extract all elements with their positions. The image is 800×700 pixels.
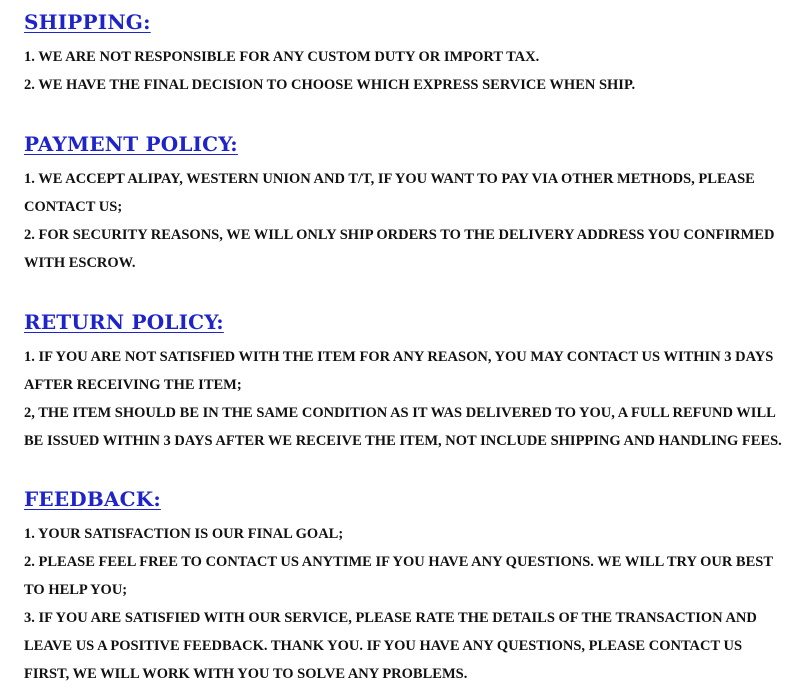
payment-line-4: WITH ESCROW. [24, 255, 136, 271]
feedback-line-4: 3. IF YOU ARE SATISFIED WITH OUR SERVICE, PLEASE RATE THE DETAILS OF THE TRANSACTION AND [24, 610, 757, 626]
payment-policy-section [24, 132, 784, 277]
shipping-line-1: 1. WE ARE NOT RESPONSIBLE FOR ANY CUSTOM DUTY OR IMPORT TAX. [24, 49, 540, 65]
return-line-3: 2, THE ITEM SHOULD BE IN THE SAME CONDITION AS IT WAS DELIVERED TO YOU, A FULL REFUND WILL [24, 405, 776, 421]
payment-line-3: 2. FOR SECURITY REASONS, WE WILL ONLY SHIP ORDERS TO THE DELIVERY ADDRESS YOU CONFIRMED [24, 227, 775, 243]
feedback-line-3: TO HELP YOU; [24, 582, 128, 598]
feedback-line-2: 2. PLEASE FEEL FREE TO CONTACT US ANYTIME IF YOU HAVE ANY QUESTIONS. WE WILL TRY OUR BEST [24, 554, 773, 570]
return-policy-heading: RETURN POLICY: [24, 310, 224, 334]
payment-policy-lines [24, 165, 784, 277]
return-line-1: 1. IF YOU ARE NOT SATISFIED WITH THE ITEM FOR ANY REASON, YOU MAY CONTACT US WITHIN 3 DAYS [24, 349, 774, 365]
shipping-line-2: 2. WE HAVE THE FINAL DECISION TO CHOOSE WHICH EXPRESS SERVICE WHEN SHIP. [24, 77, 636, 93]
payment-line-2: CONTACT US; [24, 199, 123, 215]
return-policy-lines [24, 343, 784, 455]
shipping-lines [24, 43, 784, 99]
return-line-4: BE ISSUED WITHIN 3 DAYS AFTER WE RECEIVE THE ITEM, NOT INCLUDE SHIPPING AND HANDLING FEES. [24, 433, 782, 449]
feedback-line-6: FIRST, WE WILL WORK WITH YOU TO SOLVE ANY PROBLEMS. [24, 666, 468, 682]
shipping-section [24, 10, 784, 99]
feedback-section [24, 487, 784, 688]
feedback-heading: FEEDBACK: [24, 487, 161, 511]
return-policy-section [24, 310, 784, 455]
shipping-heading: SHIPPING: [24, 10, 151, 34]
payment-policy-heading: PAYMENT POLICY: [24, 132, 238, 156]
feedback-line-5: LEAVE US A POSITIVE FEEDBACK. THANK YOU. IF YOU HAVE ANY QUESTIONS, PLEASE CONTACT US [24, 638, 743, 654]
feedback-line-1: 1. YOUR SATISFACTION IS OUR FINAL GOAL; [24, 526, 344, 542]
feedback-lines [24, 520, 784, 688]
payment-line-1: 1. WE ACCEPT ALIPAY, WESTERN UNION AND T/T, IF YOU WANT TO PAY VIA OTHER METHODS, PLEASE [24, 171, 755, 187]
return-line-2: AFTER RECEIVING THE ITEM; [24, 377, 242, 393]
